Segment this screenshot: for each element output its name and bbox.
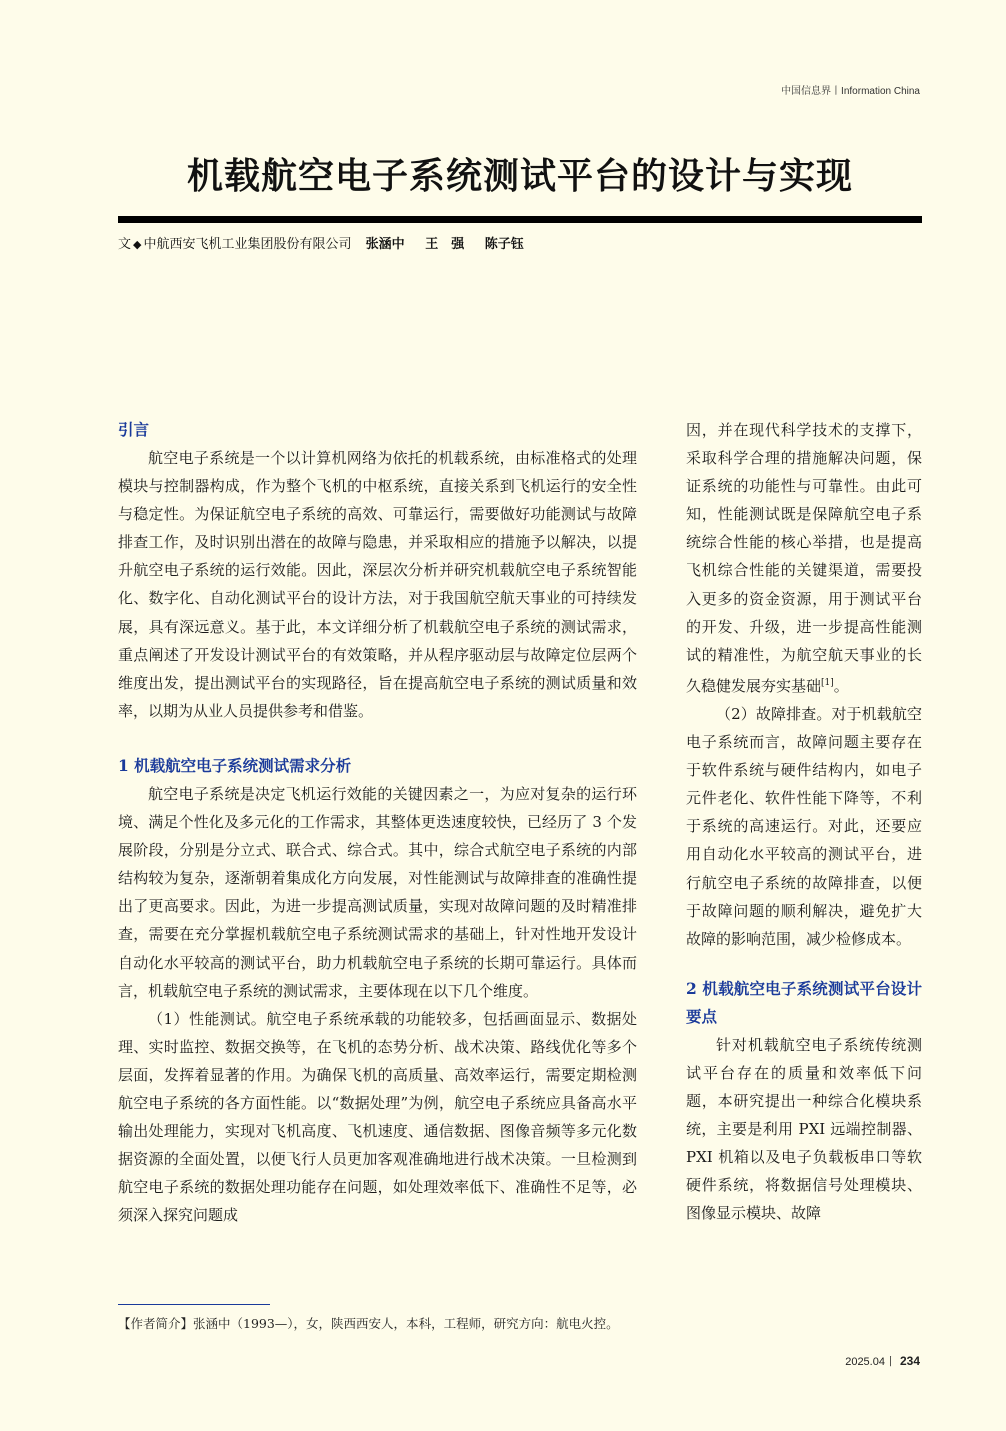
section-2-heading: 2 机载航空电子系统测试平台设计要点 <box>686 978 922 1026</box>
author-name: 张涵中 <box>365 237 405 252</box>
byline-prefix: 文 <box>118 237 132 252</box>
left-column <box>118 416 637 1229</box>
author-footnote: 【作者简介】张涵中（1993—），女，陕西西安人，本科，工程师，研究方向：航电火控。 <box>118 1316 619 1331</box>
affiliation: 中航西安飞机工业集团股份有限公司 <box>143 237 352 252</box>
continued-end: 。 <box>833 676 849 695</box>
author-list <box>366 237 540 252</box>
byline <box>118 233 540 252</box>
intro-heading: 引言 <box>118 420 150 439</box>
page-number: 234 <box>899 1354 920 1368</box>
author-name: 陈子钰 <box>484 237 524 252</box>
diamond-icon: ◆ <box>133 238 142 251</box>
section-1-paragraph: 航空电子系统是决定飞机运行效能的关键因素之一，为应对复杂的运行环境、满足个性化及多元化的工作需求，其整体更迭速度较快，已经历了 3 个发展阶段，分别是分立式、联合式、综合式。其中，综合式航空电子系统的内部结构较为复杂，逐渐朝着集成化方向发展，对性能测试与故障排查的准确性提出了更高要求。因此，为进一步提高测试质量，实现对故障问题的及时精准排查，需要在充分掌握机载航空电子系统测试需求的基础上，针对性地开发设计自动化水平较高的测试平台，助力机载航空电子系统的长期可靠运行。具体而言，机载航空电子系统的测试需求，主要体现在以下几个维度。 <box>118 784 637 1000</box>
footnote-rule <box>118 1304 270 1305</box>
citation-ref[interactable]: [1] <box>821 677 834 688</box>
page-footer <box>845 1353 920 1369</box>
section-1-heading: 1 机载航空电子系统测试需求分析 <box>118 755 352 775</box>
continued-paragraph <box>686 416 922 700</box>
running-head: 中国信息界丨Information China <box>781 86 920 97</box>
continued-text: 因，并在现代科学技术的支撑下，采取科学合理的措施解决问题，保证系统的功能性与可靠性。由此可知，性能测试既是保障航空电子系统综合性能的核心举措，也是提高飞机综合性能的关键渠道，需要投入更多的资金资源，用于测试平台的开发、升级，进一步提高性能测试的精准性，为航空航天事业的长久稳健发展夯实基础 <box>686 421 922 695</box>
right-column <box>686 416 922 1227</box>
title-rule <box>118 216 922 223</box>
article-title: 机载航空电子系统测试平台的设计与实现 <box>186 156 853 197</box>
performance-test-paragraph: （1）性能测试。航空电子系统承载的功能较多，包括画面显示、数据处理、实时监控、数据交换等，在飞机的态势分析、战术决策、路线优化等多个层面，发挥着显著的作用。为确保飞机的高质量、高效率运行，需要定期检测航空电子系统的各方面性能。以“数据处理”为例，航空电子系统应具备高水平输出处理能力，实现对飞机高度、飞机速度、通信数据、图像音频等多元化数据资源的全面处置，以便飞行人员更加客观准确地进行战术决策。一旦检测到航空电子系统的数据处理功能存在问题，如处理效率低下、准确性不足等，必须深入探究问题成 <box>118 1009 637 1225</box>
fault-paragraph: （2）故障排查。对于机载航空电子系统而言，故障问题主要存在于软件系统与硬件结构内，如电子元件老化、软件性能下降等，不利于系统的高速运行。对此，还要应用自动化水平较高的测试平台，进行航空电子系统的故障排查，以便于故障问题的顺利解决，避免扩大故障的影响范围，减少检修成本。 <box>686 704 922 948</box>
issue-date: 2025.04丨 <box>845 1356 896 1368</box>
intro-paragraph: 航空电子系统是一个以计算机网络为依托的机载系统，由标准格式的处理模块与控制器构成，作为整个飞机的中枢系统，直接关系到飞机运行的安全性与稳定性。为保证航空电子系统的高效、可靠运行，需要做好功能测试与故障排查工作，及时识别出潜在的故障与隐患，并采取相应的措施予以解决，以提升航空电子系统的运行效能。因此，深层次分析并研究机载航空电子系统智能化、数字化、自动化测试平台的设计方法，对于我国航空航天事业的可持续发展，具有深远意义。基于此，本文详细分析了机载航空电子系统的测试需求，重点阐述了开发设计测试平台的有效策略，并从程序驱动层与故障定位层两个维度出发，提出测试平台的实现路径，旨在提高航空电子系统的测试质量和效率，以期为从业人员提供参考和借鉴。 <box>118 449 637 720</box>
section-2-paragraph: 针对机载航空电子系统传统测试平台存在的质量和效率低下问题，本研究提出一种综合化模块系统，主要是利用 PXI 远端控制器、PXI 机箱以及电子负载板串口等软硬件系统，将数据信号处理模块、图像显示模块、故障 <box>686 1035 922 1223</box>
author-name: 王 强 <box>425 237 465 252</box>
